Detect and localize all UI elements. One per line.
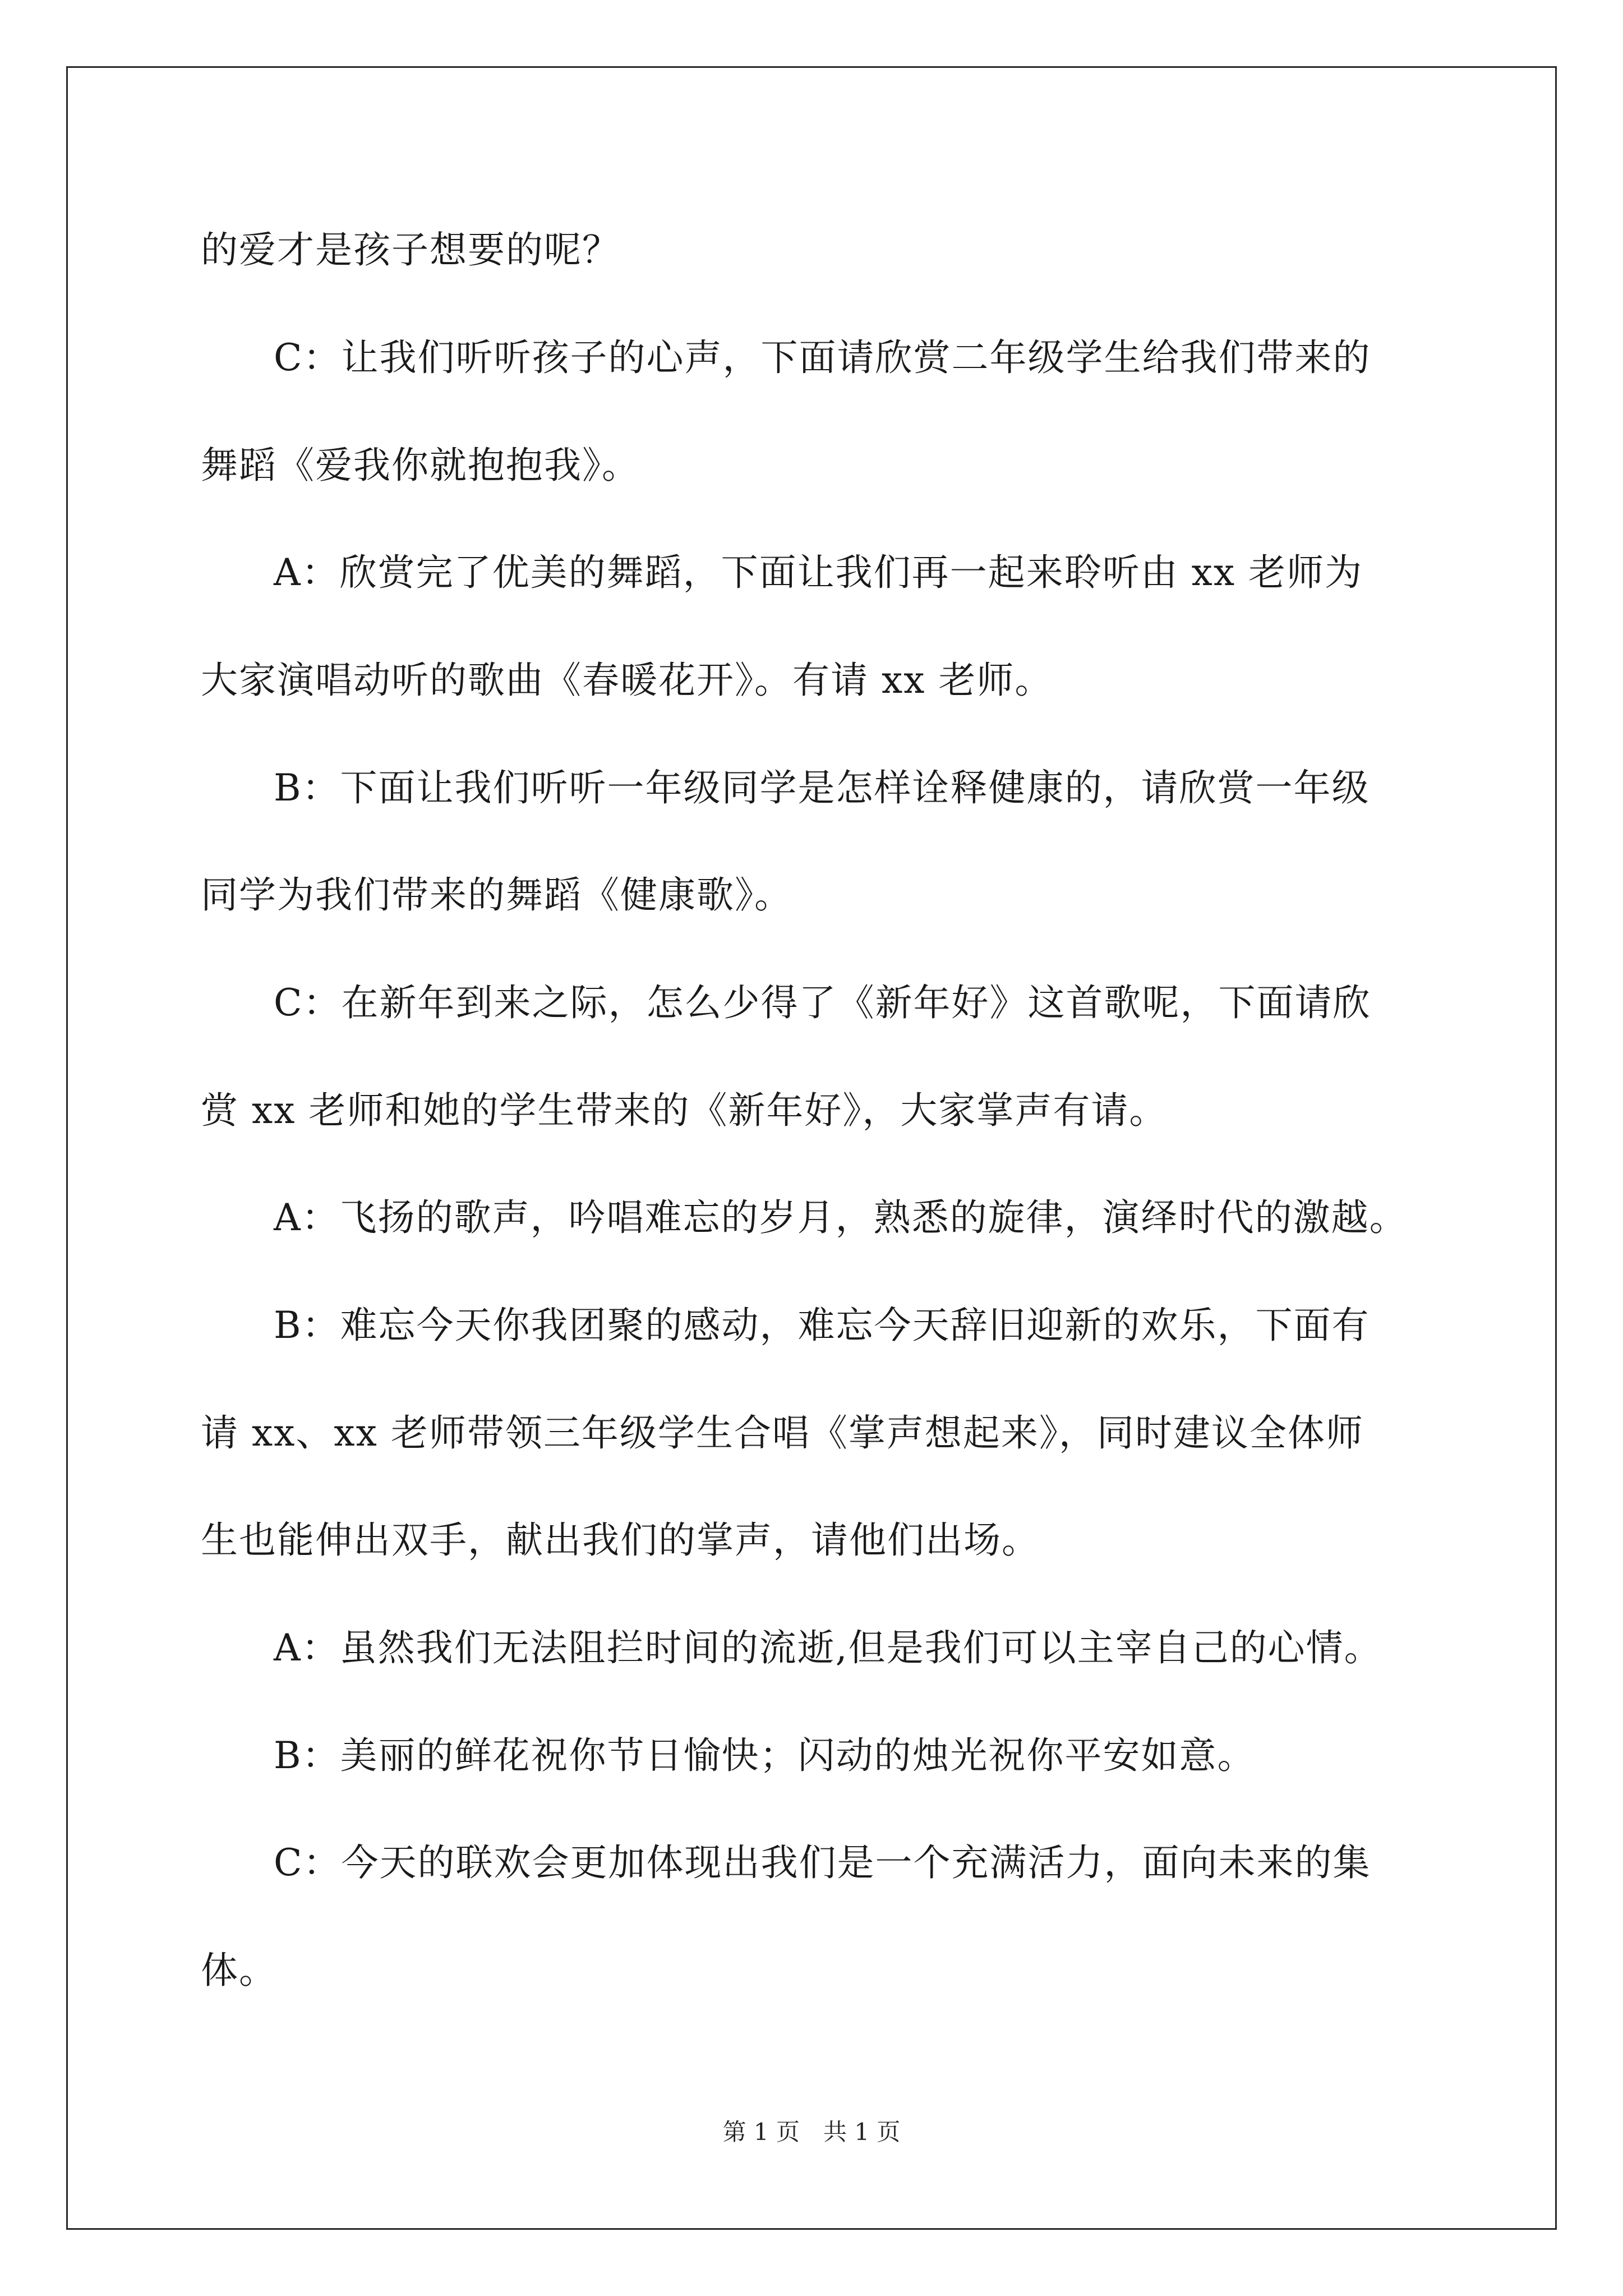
- text-line: A：虽然我们无法阻拦时间的流逝,但是我们可以主宰自己的心情。: [274, 1626, 1382, 1669]
- page-number-footer: 第 1 页 共 1 页: [722, 2118, 901, 2146]
- text-line: A：欣赏完了优美的舞蹈，下面让我们再一起来聆听由 xx 老师为: [274, 551, 1363, 594]
- text-line: 生也能伸出双手，献出我们的掌声，请他们出场。: [201, 1519, 1040, 1562]
- text-line: 舞蹈《爱我你就抱抱我》。: [201, 444, 640, 487]
- text-line: 大家演唱动听的歌曲《春暖花开》。有请 xx 老师。: [201, 659, 1053, 702]
- text-line: C：在新年到来之际，怎么少得了《新年好》这首歌呢，下面请欣: [274, 981, 1371, 1024]
- text-line: B：难忘今天你我团聚的感动，难忘今天辞旧迎新的欢乐，下面有: [274, 1304, 1370, 1347]
- text-line: 请 xx、xx 老师带领三年级学生合唱《掌声想起来》，同时建议全体师: [201, 1411, 1364, 1455]
- text-line: 的爱才是孩子想要的呢？: [201, 228, 620, 272]
- text-line: 赏 xx 老师和她的学生带来的《新年好》，大家掌声有请。: [201, 1089, 1168, 1132]
- page-border: [66, 66, 1557, 2230]
- text-line: C：让我们听听孩子的心声，下面请欣赏二年级学生给我们带来的: [274, 336, 1371, 379]
- text-line: 同学为我们带来的舞蹈《健康歌》。: [201, 873, 792, 917]
- text-line: A：飞扬的歌声，吟唱难忘的岁月，熟悉的旋律，演绎时代的激越。: [274, 1196, 1408, 1239]
- text-line: B：下面让我们听听一年级同学是怎样诠释健康的，请欣赏一年级: [274, 766, 1370, 809]
- text-line: B：美丽的鲜花祝你节日愉快；闪动的烛光祝你平安如意。: [274, 1734, 1256, 1777]
- text-line: C：今天的联欢会更加体现出我们是一个充满活力，面向未来的集: [274, 1841, 1371, 1884]
- text-line: 体。: [201, 1949, 277, 1992]
